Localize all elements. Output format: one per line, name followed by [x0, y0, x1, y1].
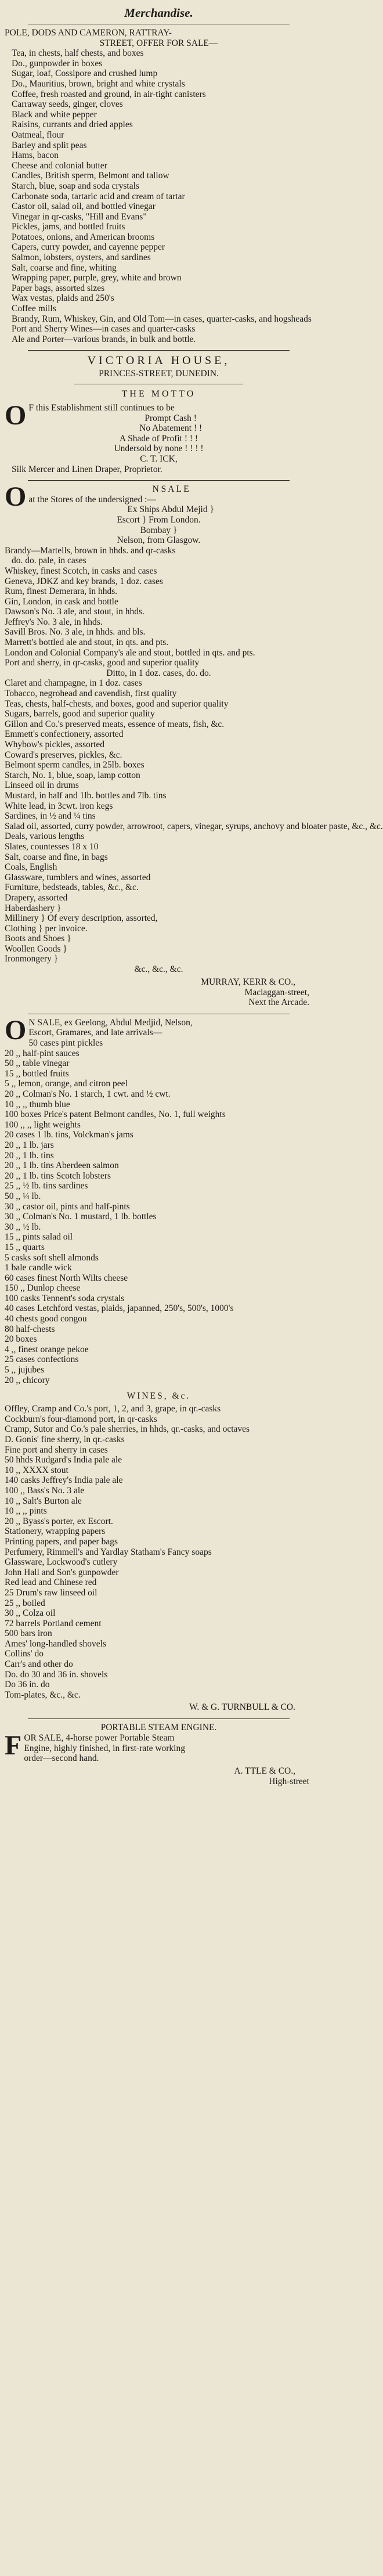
ad-line: Escort } From London.	[117, 514, 201, 525]
ad-line: Oatmeal, flour	[12, 129, 64, 140]
ad-line: Tom-plates, &c., &c.	[5, 1689, 81, 1700]
ad-line: 25 ,, ½ lb. tins sardines	[5, 1181, 88, 1191]
ad-line: London and Colonial Company's ale and stout, bottled in qts. and pts.	[5, 647, 255, 658]
section-masthead: Merchandise.	[124, 6, 193, 20]
ad-line: Collins' do	[5, 1649, 44, 1659]
ad-line: Castor oil, salad oil, and bottled vinegar	[12, 201, 156, 212]
ad-line: POLE, DODS AND CAMERON, RATTRAY-	[5, 28, 172, 38]
ad-line: Glassware, tumblers and wines, assorted	[5, 872, 151, 882]
ad-line: 15 ,, pints salad oil	[5, 1232, 73, 1242]
ad-line: 30 ,, ½ lb.	[5, 1222, 41, 1232]
ad-turnbull	[5, 1014, 313, 1713]
ad-line: Port and Sherry Wines—in cases and quarter-casks	[12, 324, 196, 334]
ad-line: Escort, Gramares, and late arrivals—	[28, 1028, 162, 1038]
divider	[28, 1718, 290, 1719]
ad-line: Raisins, currants and dried apples	[12, 120, 133, 130]
divider	[28, 350, 290, 351]
ad-line: 1 bale candle wick	[5, 1263, 72, 1273]
ad-line: Do., Mauritius, brown, bright and white crystals	[12, 78, 185, 89]
ad-line: Paper bags, assorted sizes	[12, 283, 105, 293]
ad-line: Engine, highly finished, in first-rate working	[24, 1743, 185, 1753]
ad-line: 25 Drum's raw linseed oil	[5, 1587, 97, 1598]
ad-line: 20 ,, Colman's No. 1 starch, 1 cwt. and ½ cwt.	[5, 1089, 171, 1099]
ad-line: Tobacco, negrohead and cavendish, first quality	[5, 689, 177, 699]
ad-line: Bombay }	[140, 525, 178, 535]
ad-line: F this Establishment still continues to be	[28, 403, 175, 413]
ad-steam-engine	[5, 1723, 313, 1786]
ad-line: Boots and Shoes }	[5, 934, 71, 944]
ad-line: 25 cases confections	[5, 1354, 79, 1365]
ad-signature: W. & G. TURNBULL & CO.	[189, 1702, 295, 1713]
divider	[28, 480, 290, 481]
ad-line: Ex Ships Abdul Mejid }	[127, 505, 214, 515]
ad-line: Whybow's pickles, assorted	[5, 740, 104, 750]
ad-line: Wax vestas, plaids and 250's	[12, 293, 114, 304]
ad-line: Deals, various lengths	[5, 831, 85, 842]
ad-signature: C. T. ICK,	[140, 453, 178, 464]
ad-line: 20 ,, 1 lb. jars	[5, 1140, 54, 1150]
ad-line: Brandy, Rum, Whiskey, Gin, and Old Tom—in cases, quarter-casks, and hogsheads	[12, 314, 312, 324]
ad-line: Tea, in chests, half chests, and boxes	[12, 48, 144, 59]
ad-line: 50 ,, ¼ lb.	[5, 1191, 41, 1201]
ad-line: 10 ,, ,, pints	[5, 1506, 47, 1516]
ad-line: 4 ,, finest orange pekoe	[5, 1344, 89, 1354]
ad-line: A Shade of Profit ! ! !	[119, 433, 198, 444]
ad-line: Nelson, from Glasgow.	[117, 535, 201, 546]
ad-line: Starch, No. 1, blue, soap, lamp cotton	[5, 770, 140, 780]
ad-line: Potatoes, onions, and American brooms	[12, 232, 155, 242]
ad-line: 20 cases 1 lb. tins, Volckman's jams	[5, 1130, 133, 1140]
ad-line: 100 ,, ,, light weights	[5, 1119, 81, 1130]
drop-cap: O	[5, 1014, 27, 1046]
ad-line: Coward's preserves, pickles, &c.	[5, 750, 122, 760]
ad-line: Vinegar in qr-casks, "Hill and Evans"	[12, 211, 147, 222]
ad-line: Belmont sperm candles, in 25lb. boxes	[5, 760, 144, 770]
ad-title: PORTABLE STEAM ENGINE.	[100, 1723, 217, 1733]
ad-line: Dawson's No. 3 ale, and stout, in hhds.	[5, 607, 144, 617]
ad-line: Ditto, in 1 doz. cases, do. do.	[106, 668, 211, 678]
ad-line: 20 boxes	[5, 1334, 37, 1345]
ad-line: Printing papers, and paper bags	[5, 1536, 118, 1547]
ad-address: Next the Arcade.	[248, 997, 309, 1008]
ad-line: Slates, countesses 18 x 10	[5, 841, 99, 852]
ad-line: 15 ,, bottled fruits	[5, 1068, 69, 1079]
ad-murray-kerr	[5, 481, 383, 1008]
ad-line: Coffee, fresh roasted and ground, in air-tight canisters	[12, 89, 206, 99]
ad-line: Salt, coarse and fine, in bags	[5, 852, 108, 862]
ad-line: Starch, blue, soap and soda crystals	[12, 181, 139, 191]
ad-line: Sugar, loaf, Cossipore and crushed lump	[12, 69, 158, 79]
ad-line: D. Gonis' fine sherry, in qr.-casks	[5, 1435, 125, 1444]
ad-line: Woollen Goods }	[5, 943, 67, 954]
ad-line: Coals, English	[5, 862, 57, 873]
ad-line: Marrett's bottled ale and stout, in qts. and pts.	[5, 637, 169, 648]
ad-line: Teas, chests, half-chests, and boxes, good and superior quality	[5, 698, 229, 709]
ad-line: 20 ,, Byass's porter, ex Escort.	[5, 1516, 113, 1526]
ad-line: Savill Bros. No. 3 ale, in hhds. and bls.	[5, 627, 146, 637]
drop-cap: O	[5, 400, 27, 431]
ad-line: 30 ,, Colman's No. 1 mustard, 1 lb. bottles	[5, 1212, 157, 1222]
ad-line: Barley and split peas	[12, 140, 87, 150]
drop-cap: F	[5, 1730, 22, 1761]
ad-line: John Hall and Son's gunpowder	[5, 1567, 119, 1577]
ad-line: 40 chests good congou	[5, 1314, 87, 1324]
ad-line: 25 ,, boiled	[5, 1598, 45, 1608]
ad-subheading: WINES, &c.	[127, 1391, 191, 1402]
ad-line: Salt, coarse and fine, whiting	[12, 262, 117, 273]
drop-cap: O	[5, 481, 27, 513]
ad-line: Carr's and other do	[5, 1659, 73, 1670]
ad-line: OR SALE, 4-horse power Portable Steam	[24, 1733, 175, 1743]
ad-line: 20 ,, 1 lb. tins Aberdeen salmon	[5, 1161, 119, 1171]
ad-line: Silk Mercer and Linen Draper, Proprietor.	[12, 464, 162, 474]
ad-line: Mustard, in half and 1lb. bottles and 7lb. tins	[5, 790, 167, 801]
ad-line: Whiskey, finest Scotch, in casks and cases	[5, 565, 157, 576]
ad-heading: N S A L E	[152, 484, 189, 495]
ad-line: Perfumery, Rimmell's and Yardlay Statham's Fancy soaps	[5, 1547, 212, 1557]
ad-line: Cramp, Sutor and Co.'s pale sherries, in hhds, qr.-casks, and octaves	[5, 1424, 250, 1435]
ad-line: Stationery, wrapping papers	[5, 1526, 106, 1537]
ad-line: 40 cases Letchford vestas, plaids, japanned, 250's, 500's, 1000's	[5, 1303, 234, 1314]
ad-line: 30 ,, Colza oil	[5, 1608, 56, 1619]
ad-subtitle: PRINCES-STREET, DUNEDIN.	[99, 369, 219, 379]
ad-line: Sugars, barrels, good and superior quality	[5, 709, 155, 719]
ad-signature: A. TTLE & CO.,	[234, 1766, 295, 1776]
ad-line: Do 36 in. do	[5, 1680, 50, 1690]
ad-line: Jeffrey's No. 3 ale, in hhds.	[5, 617, 103, 627]
ad-line: 100 casks Tennent's soda crystals	[5, 1293, 125, 1303]
ad-line: order—second hand.	[24, 1753, 99, 1764]
ad-line: Pickles, jams, and bottled fruits	[12, 222, 125, 232]
ad-line: Carraway seeds, ginger, cloves	[12, 99, 123, 110]
ad-line: Red lead and Chinese red	[5, 1577, 97, 1588]
ad-line: Gillon and Co.'s preserved meats, essence of meats, fish, &c.	[5, 719, 225, 729]
ad-line: 20 ,, half-pint sauces	[5, 1048, 80, 1058]
ad-line: Cockburn's four-diamond port, in qr-casks	[5, 1414, 157, 1424]
ad-signature: MURRAY, KERR & CO.,	[201, 977, 295, 987]
ad-line: Ironmongery }	[5, 954, 59, 964]
ad-line: Hams, bacon	[12, 150, 59, 161]
ad-line: Prompt Cash !	[144, 413, 197, 423]
ad-line: Undersold by none ! ! ! !	[114, 444, 204, 454]
ad-line: 5 casks soft shell almonds	[5, 1252, 99, 1263]
ad-line: Port and sherry, in qr-casks, good and superior quality	[5, 658, 200, 668]
ad-line: Salad oil, assorted, curry powder, arrowroot, capers, vinegar, syrups, anchovy and bloater paste, &c., &c.	[5, 821, 383, 831]
ad-line: Rum, finest Demerara, in hhds.	[5, 586, 118, 597]
ad-line: Haberdashery }	[5, 903, 62, 913]
ad-line: Ames' long-handled shovels	[5, 1638, 106, 1649]
ad-line: Drapery, assorted	[5, 892, 68, 903]
ad-line: Linseed oil in drums	[5, 780, 79, 791]
ad-title: VICTORIA HOUSE,	[87, 354, 230, 368]
ad-line: 5 ,, lemon, orange, and citron peel	[5, 1079, 128, 1089]
ad-line: Salmon, lobsters, oysters, and sardines	[12, 253, 151, 263]
ad-line: STREET, OFFER FOR SALE—	[99, 38, 218, 48]
ad-line: 100 ,, Bass's No. 3 ale	[5, 1485, 85, 1496]
ad-line: Fine port and sherry in cases	[5, 1444, 108, 1455]
ad-line: at the Stores of the undersigned :—	[28, 494, 156, 505]
ad-line: do. do. pale, in cases	[12, 556, 86, 566]
ad-line: Gin, London, in cask and bottle	[5, 596, 118, 607]
ad-line: 5 ,, jujubes	[5, 1365, 45, 1375]
ad-line: 50 hhds Rudgard's India pale ale	[5, 1455, 122, 1465]
ad-line: Clothing } per invoice.	[5, 923, 88, 934]
ad-line: Brandy—Martells, brown in hhds. and qr-casks	[5, 545, 176, 556]
ad-victoria-house	[5, 354, 313, 474]
ad-line: Offley, Cramp and Co.'s port, 1, 2, and 3, grape, in qr.-casks	[5, 1404, 221, 1414]
ad-line: 10 ,, XXXX stout	[5, 1465, 68, 1475]
ad-line: Ale and Porter—various brands, in bulk and bottle.	[12, 334, 196, 344]
ad-line: Cheese and colonial butter	[12, 160, 107, 171]
ad-line: Millinery } Of every description, assorted,	[5, 913, 158, 924]
ad-line: &c., &c., &c.	[134, 964, 183, 975]
ad-line: Emmett's confectionery, assorted	[5, 729, 124, 740]
ad-line: White lead, in 3cwt. iron kegs	[5, 801, 113, 811]
ad-line: 50 ,, table vinegar	[5, 1058, 70, 1069]
ad-line: 80 half-chests	[5, 1324, 55, 1334]
ad-line: Carbonate soda, tartaric acid and cream of tartar	[12, 191, 185, 201]
motto-heading: THE MOTTO	[121, 389, 196, 399]
ad-line: 500 bars iron	[5, 1629, 52, 1639]
ad-line: 20 ,, 1 lb. tins	[5, 1150, 54, 1161]
ad-line: Capers, curry powder, and cayenne pepper	[12, 242, 165, 253]
ad-line: 140 casks Jeffrey's India pale ale	[5, 1475, 123, 1486]
ad-line: 10 ,, Salt's Burton ale	[5, 1496, 82, 1506]
ad-line: Candles, British sperm, Belmont and tallow	[12, 171, 169, 181]
ad-line: 100 boxes Price's patent Belmont candles, No. 1, full weights	[5, 1109, 226, 1120]
ad-line: Furniture, bedsteads, tables, &c., &c.	[5, 882, 139, 893]
ad-line: 60 cases finest North Wilts cheese	[5, 1273, 128, 1283]
ad-line: 50 cases pint pickles	[28, 1038, 103, 1049]
ad-line: Sardines, in ½ and ¼ tins	[5, 811, 96, 822]
ad-line: N SALE, ex Geelong, Abdul Medjid, Nelson,	[28, 1017, 193, 1028]
ad-line: Do. do 30 and 36 in. shovels	[5, 1669, 108, 1680]
ad-line: Do., gunpowder in boxes	[12, 58, 103, 69]
ad-line: Wrapping paper, purple, grey, white and brown	[12, 273, 182, 283]
ad-pole-dods-cameron	[5, 28, 313, 344]
ad-line: No Abatement ! !	[139, 423, 203, 434]
ad-line: Geneva, JDKZ and key brands, 1 doz. cases	[5, 576, 163, 586]
ad-line: Black and white pepper	[12, 109, 97, 120]
ad-address: Maclaggan-street,	[244, 987, 309, 997]
ad-address: High-street	[269, 1776, 309, 1786]
ad-line: 15 ,, quarts	[5, 1242, 45, 1252]
ad-line: 72 barrels Portland cement	[5, 1618, 102, 1629]
ad-line: Coffee mills	[12, 304, 56, 314]
ad-line: 30 ,, castor oil, pints and half-pints	[5, 1201, 130, 1212]
ad-line: 10 ,, ,, thumb blue	[5, 1099, 70, 1109]
ad-line: 150 ,, Dunlop cheese	[5, 1283, 81, 1294]
ad-line: Glassware, Lockwood's cutlery	[5, 1557, 118, 1568]
ad-line: 20 ,, 1 lb. tins Scotch lobsters	[5, 1170, 111, 1181]
ad-line: Claret and champagne, in 1 doz. cases	[5, 678, 142, 689]
ad-line: 20 ,, chicory	[5, 1375, 50, 1385]
